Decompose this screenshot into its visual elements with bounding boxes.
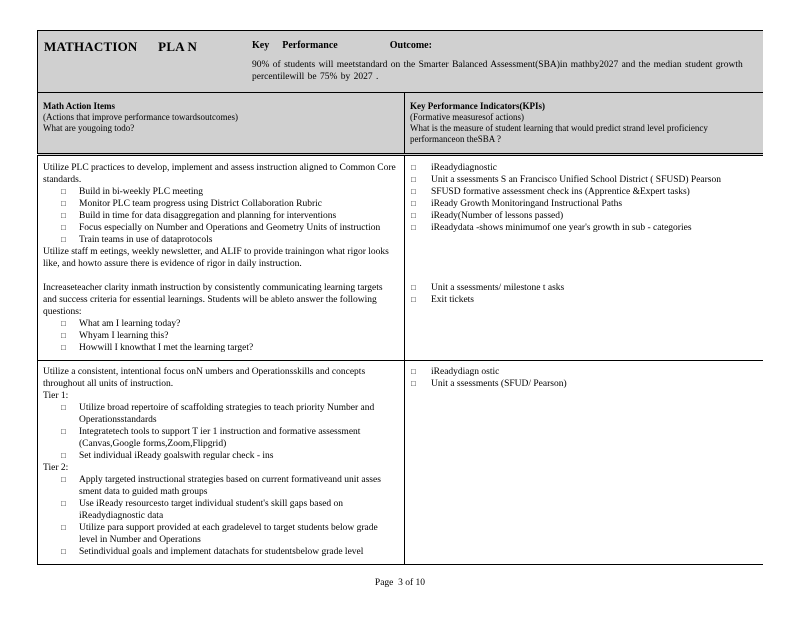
list-item: □ Utilize broad repertoire of scaffolding strategies to teach priority Number and Operationsstandards: [43, 402, 398, 426]
row1-actions: [38, 155, 405, 361]
tier1-label: Tier 1:: [43, 391, 69, 401]
list-item: □ Focus especially on Number and Operations and Geometry Units of instruction: [43, 222, 398, 234]
list-item: □ Integratetech tools to support T ier 1 instruction and formative assessment (Canvas,Google forms,Zoom,Flipgrid): [43, 426, 398, 450]
list-item: □ iReadydata -shows minimumof one year's growth in sub - categories: [411, 222, 759, 234]
list-item: □ Set individual iReady goalswith regular check - ins: [43, 450, 398, 462]
list-item: □ iReadydiagnostic: [411, 162, 759, 174]
list-item: □ Unit a ssessments S an Francisco Unified School District ( SFUSD) Pearson: [411, 174, 759, 186]
list-item: □ Use iReady resourcesto target individual student's skill gaps based on iReadydiagnostic data: [43, 498, 398, 522]
list-item: □ iReady Growth Monitoringand Instructional Paths: [411, 198, 759, 210]
list-item: □ Utilize para support provided at each gradelevel to target students below grade level in Number and Operations: [43, 522, 398, 546]
row1-kpis: [405, 155, 763, 361]
tier2-label: Tier 2:: [43, 463, 69, 473]
left-column-sub1: (Actions that improve performance towardsoutcomes): [43, 112, 238, 122]
list-item: □ Exit tickets: [411, 294, 759, 306]
list-item: □ Monitor PLC team progress using District Collaboration Rubric: [43, 198, 398, 210]
row2-kpis: [405, 361, 763, 565]
left-column-sub2: What are yougoing todo?: [43, 123, 135, 133]
left-column-title: Math Action Items: [43, 101, 115, 111]
right-column-header: [405, 93, 763, 155]
list-item: □ Build in time for data disaggregation and planning for interventions: [43, 210, 398, 222]
list-item: □ Train teams in use of dataprotocols: [43, 234, 398, 246]
list-item: □ Unit a ssessments (SFUD/ Pearson): [411, 378, 759, 390]
plan-header: [38, 31, 763, 93]
row1-after: Utilize staff m eetings, weekly newsletter, and ALIF to provide trainingon what rigor looks like, and howto assure there is evidence of rigor in daily instruction.: [43, 247, 389, 269]
list-item: □ What am I learning today?: [43, 318, 398, 330]
list-item: □ Apply targeted instructional strategies based on current formativeand unit asses sment data to guided math groups: [43, 474, 398, 498]
list-item: □ Build in bi-weekly PLC meeting: [43, 186, 398, 198]
row2-intro: Utilize a consistent, intentional focus onN umbers and Operationsskills and concepts throughout all units of instruction.: [43, 367, 366, 389]
right-column-title: Key Performance Indicators(KPIs): [410, 101, 545, 111]
plan-title: MATHACTION PLA N: [44, 39, 198, 54]
row1-intro: Utilize PLC practices to develop, implement and assess instruction aligned to Common Core standards.: [43, 163, 396, 185]
row1-para2: Increaseteacher clarity inmath instruction by consistently communicating learning targets and success criteria for essential learnings. Students will be ableto answer the following questions:: [43, 283, 383, 317]
row2-actions: [38, 361, 405, 565]
document-page: [37, 30, 762, 565]
action-plan-table: [37, 30, 763, 565]
left-column-header: [38, 93, 405, 155]
list-item: □ Unit a ssessments/ milestone t asks: [411, 282, 759, 294]
right-column-sub1: (Formative measuresof actions): [410, 112, 524, 122]
list-item: □ iReady(Number of lessons passed): [411, 210, 759, 222]
kpo-label: Key Performance Outcome:: [252, 40, 432, 51]
page-number: Page 3 of 10: [374, 578, 426, 588]
list-item: □ SFUSD formative assessment check ins (Apprentice &Expert tasks): [411, 186, 759, 198]
right-column-sub2: What is the measure of student learning that would predict strand level proficiency performanceon theSBA ?: [410, 123, 708, 144]
list-item: □ Howwill I knowthat I met the learning target?: [43, 342, 398, 354]
list-item: □ iReadydiagn ostic: [411, 366, 759, 378]
list-item: □ Setindividual goals and implement datachats for studentsbelow grade level: [43, 546, 398, 558]
list-item: □ Whyam I learning this?: [43, 330, 398, 342]
kpo-text: 90% of students will meetstandard on the Smarter Balanced Assessment(SBA)in mathby2027 and the median student growth percentilewill be 75% by 2027 .: [252, 60, 743, 82]
